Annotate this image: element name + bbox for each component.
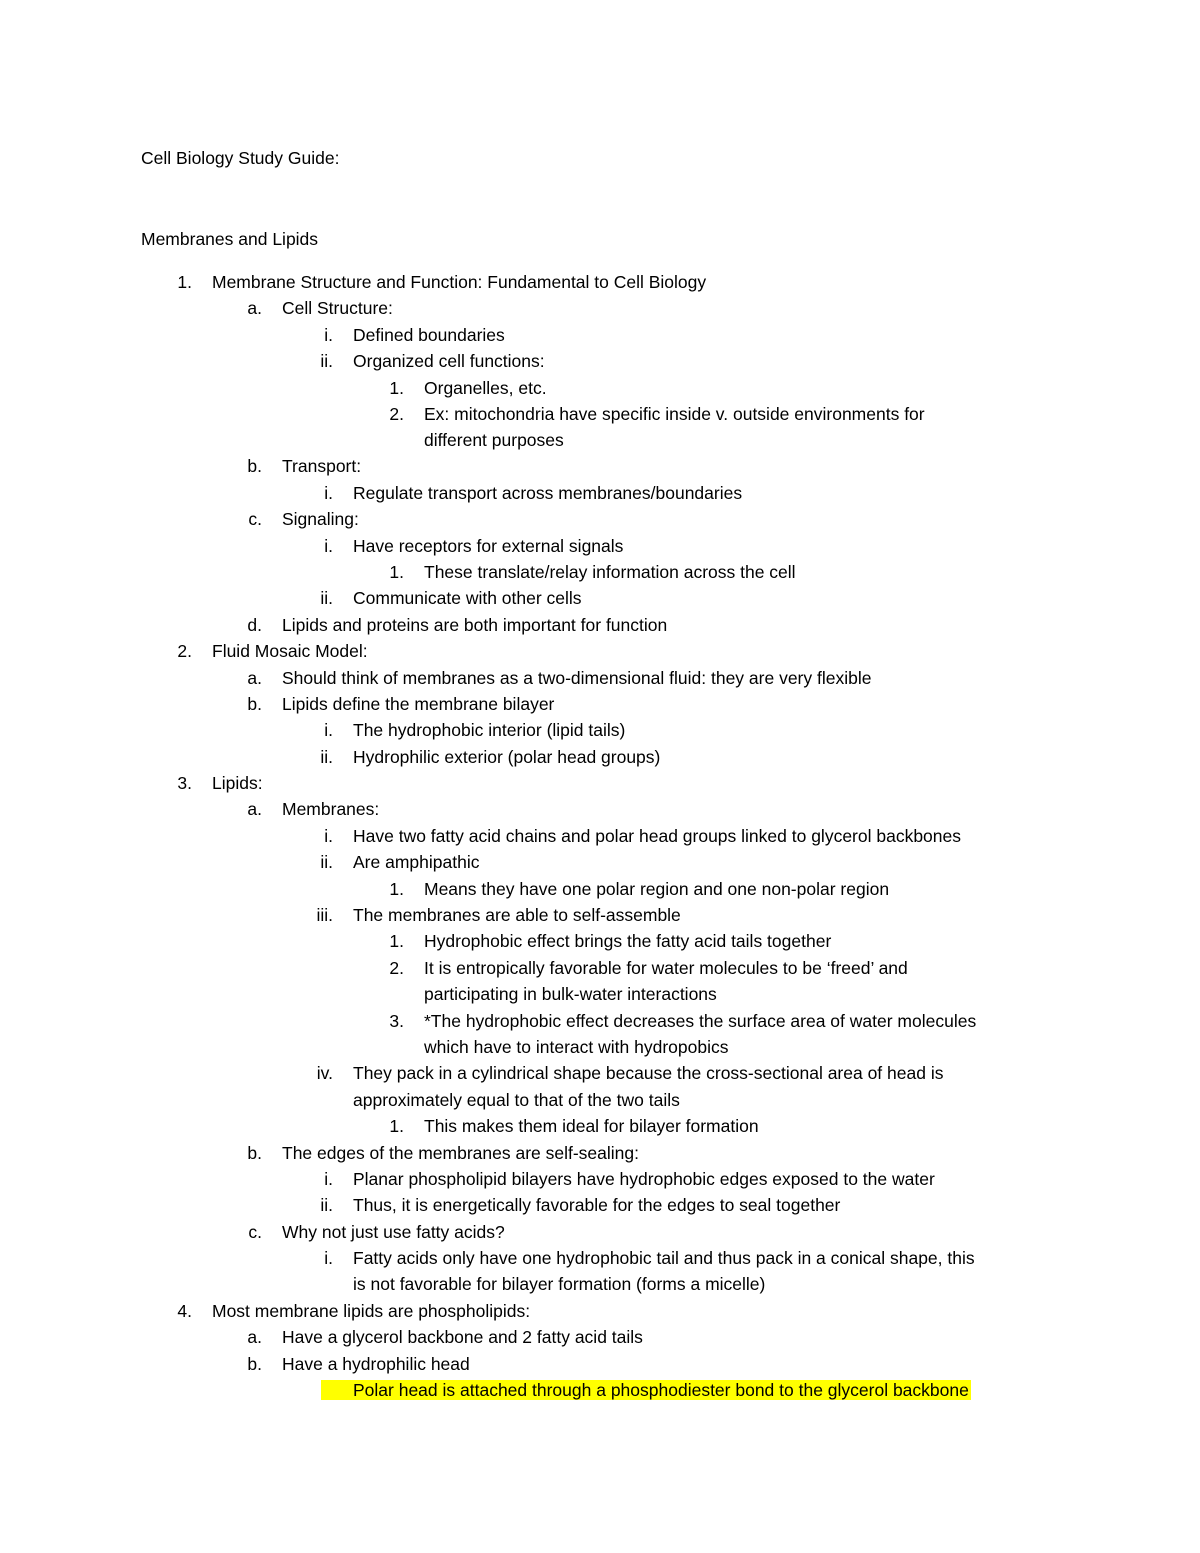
list-item: It is entropically favorable for water molecules to be ‘freed’ and — [424, 958, 908, 978]
list-marker: i. — [324, 483, 333, 503]
list-item: different purposes — [424, 430, 564, 450]
list-item: Communicate with other cells — [353, 588, 582, 608]
list-marker: 3. — [177, 773, 192, 793]
list-item: Ex: mitochondria have specific inside v. outside environments for — [424, 404, 925, 424]
list-marker: ii. — [320, 852, 333, 872]
document-title: Cell Biology Study Guide: — [141, 148, 340, 168]
list-marker: i. — [324, 1248, 333, 1268]
list-marker: i. — [324, 536, 333, 556]
list-item: Most membrane lipids are phospholipids: — [212, 1301, 531, 1321]
list-item: Lipids: — [212, 773, 263, 793]
list-item: Lipids define the membrane bilayer — [282, 694, 555, 714]
list-marker: a. — [247, 298, 262, 318]
list-item: approximately equal to that of the two tails — [353, 1090, 680, 1110]
list-item: Are amphipathic — [353, 852, 480, 872]
list-item: Regulate transport across membranes/boundaries — [353, 483, 743, 503]
list-item: The membranes are able to self-assemble — [353, 905, 681, 925]
list-marker: a. — [247, 799, 262, 819]
list-item: Should think of membranes as a two-dimensional fluid: they are very flexible — [282, 668, 872, 688]
list-item: Membrane Structure and Function: Fundamental to Cell Biology — [212, 272, 707, 292]
list-item: Have a hydrophilic head — [282, 1354, 470, 1374]
list-item: Have two fatty acid chains and polar head groups linked to glycerol backbones — [353, 826, 962, 846]
list-marker: a. — [247, 668, 262, 688]
list-item: Hydrophobic effect brings the fatty acid tails together — [424, 931, 832, 951]
list-item: Cell Structure: — [282, 298, 393, 318]
list-marker: b. — [247, 1143, 262, 1163]
list-marker: 3. — [389, 1011, 404, 1031]
list-marker: iii. — [316, 905, 333, 925]
list-marker: 1. — [177, 272, 192, 292]
list-marker: ii. — [320, 747, 333, 767]
list-item: is not favorable for bilayer formation (forms a micelle) — [353, 1274, 766, 1294]
list-item: participating in bulk-water interactions — [424, 984, 717, 1004]
list-item: Membranes: — [282, 799, 380, 819]
list-marker: c. — [248, 509, 262, 529]
list-item: Lipids and proteins are both important for function — [282, 615, 668, 635]
list-item: Thus, it is energetically favorable for the edges to seal together — [353, 1195, 841, 1215]
list-marker: b. — [247, 694, 262, 714]
list-item: which have to interact with hydropobics — [424, 1037, 729, 1057]
section-heading: Membranes and Lipids — [141, 229, 319, 249]
list-marker: i. — [324, 720, 333, 740]
highlighted-list-item: Polar head is attached through a phosphodiester bond to the glycerol backbone — [321, 1380, 971, 1400]
list-marker: b. — [247, 1354, 262, 1374]
list-marker: b. — [247, 456, 262, 476]
list-marker: c. — [248, 1222, 262, 1242]
list-marker: ii. — [320, 351, 333, 371]
list-marker: 1. — [389, 879, 404, 899]
list-item: Organelles, etc. — [424, 378, 547, 398]
list-item: These translate/relay information across the cell — [424, 562, 796, 582]
list-item: The edges of the membranes are self-sealing: — [282, 1143, 639, 1163]
list-item: Hydrophilic exterior (polar head groups) — [353, 747, 661, 767]
list-item: Organized cell functions: — [353, 351, 545, 371]
list-item: *The hydrophobic effect decreases the surface area of water molecules — [424, 1011, 977, 1031]
list-marker: i. — [324, 826, 333, 846]
list-item: The hydrophobic interior (lipid tails) — [353, 720, 626, 740]
list-marker: a. — [247, 1327, 262, 1347]
list-marker: 1. — [389, 562, 404, 582]
list-item: Have a glycerol backbone and 2 fatty acid tails — [282, 1327, 643, 1347]
list-marker: ii. — [320, 1195, 333, 1215]
list-marker: 1. — [389, 931, 404, 951]
list-marker: ii. — [320, 588, 333, 608]
list-item: Fatty acids only have one hydrophobic tail and thus pack in a conical shape, this — [353, 1248, 975, 1268]
list-item: Transport: — [282, 456, 362, 476]
list-marker: 2. — [177, 641, 192, 661]
list-marker: i. — [324, 1169, 333, 1189]
list-marker: d. — [247, 615, 262, 635]
list-marker: 1. — [389, 378, 404, 398]
list-item: Have receptors for external signals — [353, 536, 624, 556]
list-item: Fluid Mosaic Model: — [212, 641, 368, 661]
list-marker: 4. — [177, 1301, 192, 1321]
list-item: Planar phospholipid bilayers have hydrophobic edges exposed to the water — [353, 1169, 935, 1189]
list-item: They pack in a cylindrical shape because the cross-sectional area of head is — [353, 1063, 944, 1083]
list-item: Signaling: — [282, 509, 359, 529]
list-marker: i. — [324, 325, 333, 345]
list-item: Defined boundaries — [353, 325, 505, 345]
list-marker: 2. — [389, 958, 404, 978]
list-item: Means they have one polar region and one non-polar region — [424, 879, 890, 899]
list-marker: iv. — [316, 1063, 333, 1083]
list-item: Why not just use fatty acids? — [282, 1222, 505, 1242]
list-item: This makes them ideal for bilayer formation — [424, 1116, 759, 1136]
list-marker: 2. — [389, 404, 404, 424]
list-marker: 1. — [389, 1116, 404, 1136]
